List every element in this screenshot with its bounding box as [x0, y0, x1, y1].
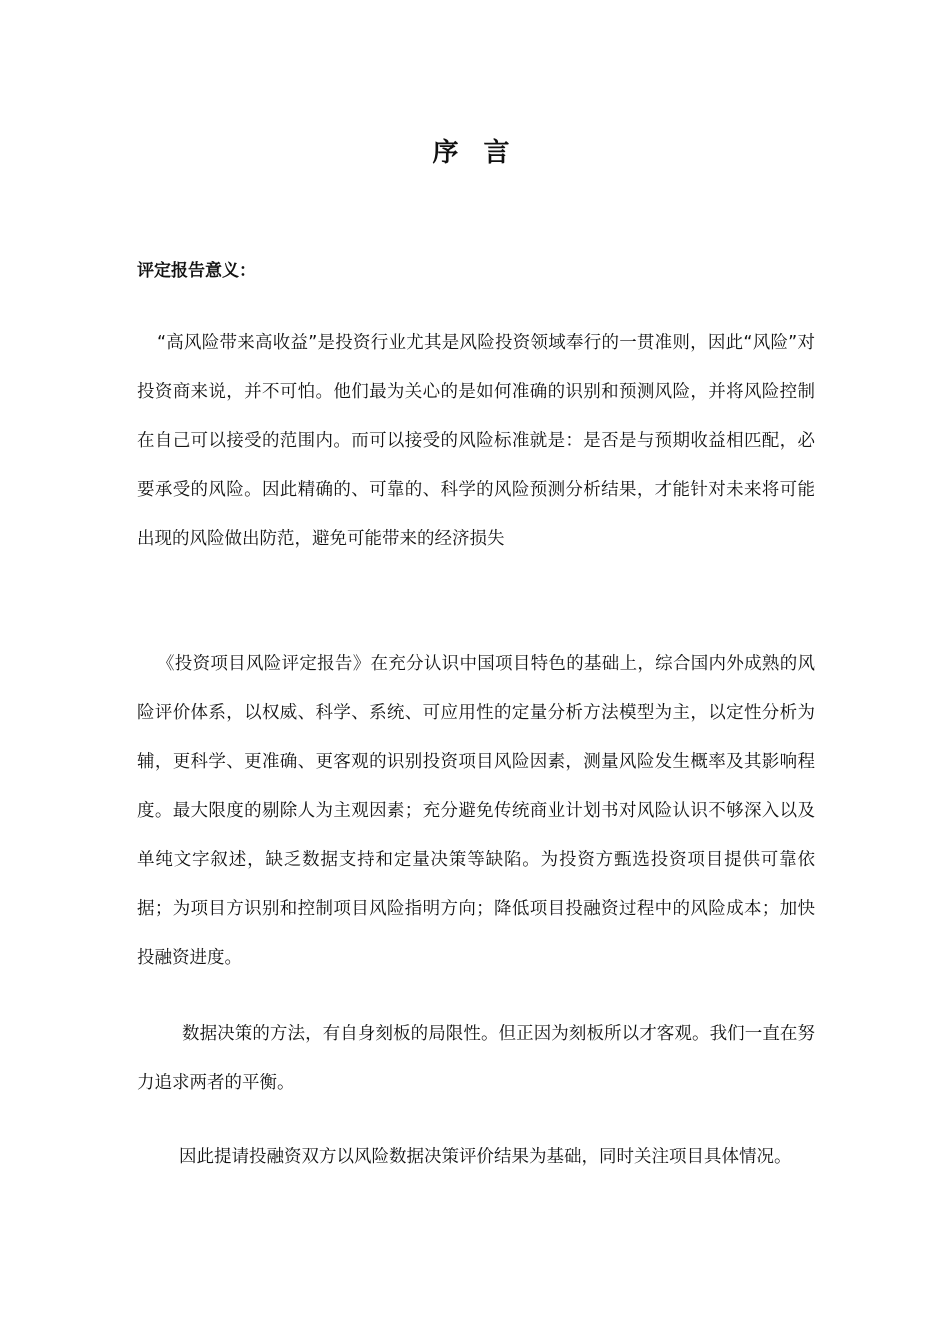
- paragraph-report-description: 《投资项目风险评定报告》在充分认识中国项目特色的基础上，综合国内外成熟的风险评价体系，以权威、科学、系统、可应用性的定量分析方法模型为主，以定性分析为辅，更科学、更准确、更客观的识别投资项目风险因素，测量风险发生概率及其影响程度。最大限度的剔除人为主观因素；充分避免传统商业计划书对风险认识不够深入以及单纯文字叙述，缺乏数据支持和定量决策等缺陷。为投资方甄选投资项目提供可靠依据；为项目方识别和控制项目风险指明方向；降低项目投融资过程中的风险成本；加快投融资进度。: [137, 654, 815, 968]
- section-heading: 评定报告意义：: [137, 261, 256, 281]
- paragraph-data-decision: 数据决策的方法，有自身刻板的局限性。但正因为刻板所以才客观。我们一直在努力追求两者的平衡。: [137, 1024, 815, 1093]
- paragraph-risk-return: “高风险带来高收益”是投资行业尤其是风险投资领域奉行的一贯准则，因此“风险”对投资商来说，并不可怕。他们最为关心的是如何准确的识别和预测风险，并将风险控制在自己可以接受的范围内。而可以接受的风险标准就是：是否是与预期收益相匹配，必要承受的风险。因此精确的、可靠的、科学的风险预测分析结果，才能针对未来将可能出现的风险做出防范，避免可能带来的经济损失: [137, 333, 815, 549]
- paragraph-request: 因此提请投融资双方以风险数据决策评价结果为基础，同时关注项目具体情况。: [179, 1147, 792, 1167]
- page-title: 序 言: [432, 138, 518, 168]
